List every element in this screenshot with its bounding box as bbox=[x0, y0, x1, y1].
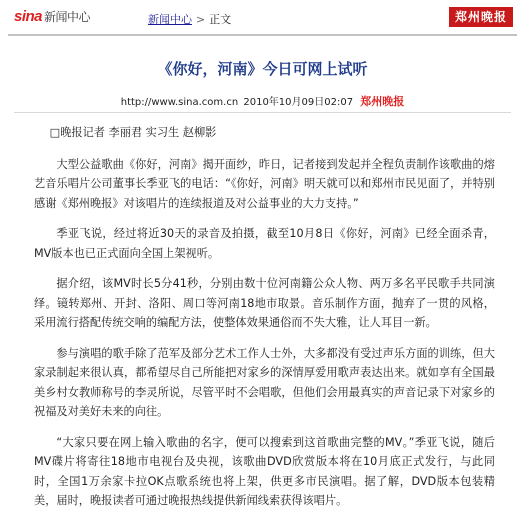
article-paragraph: “大家只要在网上输入歌曲的名字，便可以搜索到这首歌曲完整的MV。”季亚飞说，随后MV碟片将寄往18地市电视台及央视，该歌曲DVD欣赏版本将在10月底正式发行，与此同时，全国1万余家卡拉OK点歌系统也将上架，供更多市民演唱。据了解，DVD版本包装精美，届时，晚报读者可通过晚报热线提供新闻线索获得该唱片。 bbox=[34, 435, 495, 507]
article-url: http://www.sina.com.cn bbox=[120, 97, 239, 108]
reporter-line: □晚报记者 李丽君 实习生 赵柳影 bbox=[49, 126, 217, 139]
zhengzhou-evening-news-logo[interactable]: 郑州晚报 bbox=[449, 7, 513, 27]
article-paragraph: 大型公益歌曲《你好，河南》揭开面纱，昨日，记者接到发起并全程负责制作该歌曲的熔艺音乐唱片公司董事长季亚飞的电话：“《你好，河南》明天就可以和郑州市民见面了，并特别感谢《郑州晚报》对该唱片的连续报道及对公益事业的大力支持。” bbox=[34, 157, 495, 210]
article-paragraph: 季亚飞说，经过将近30天的录音及拍摄，截至10月8日《你好，河南》已经全面杀青，MV版本也已正式面向全国上架视听。 bbox=[34, 227, 495, 260]
breadcrumb-home-link[interactable]: 新闻中心 bbox=[148, 13, 192, 26]
article-meta bbox=[14, 93, 511, 113]
article-source-link[interactable]: 郑州晚报 bbox=[360, 95, 405, 108]
article-date: 2010年10月09日02:07 bbox=[243, 97, 354, 108]
header-bar bbox=[8, 0, 517, 36]
breadcrumb-separator: > bbox=[196, 13, 206, 26]
article-body bbox=[34, 123, 495, 511]
breadcrumb bbox=[148, 11, 231, 27]
logo-main: sina bbox=[14, 8, 43, 25]
article-title: 《你好，河南》今日可网上试听 bbox=[157, 60, 368, 78]
breadcrumb-current: 正文 bbox=[209, 13, 232, 26]
sina-logo[interactable] bbox=[14, 8, 90, 25]
article-paragraph: 据介绍，该MV时长5分41秒，分别由数十位河南籍公众人物、两万多名平民歌手共同演绎。镜转郑州、开封、洛阳、周口等河南18地市取景。音乐制作方面，抛弃了一贯的风格，采用流行搭配传统交响的编配方法，使整体效果通俗而不失大雅，让人耳目一新。 bbox=[34, 277, 495, 329]
logo-sub: 新闻中心 bbox=[44, 10, 91, 24]
article-paragraph: 参与演唱的歌手除了范军及部分艺术工作人士外，大多都没有受过声乐方面的训练，但大家录制起来很认真，都希望尽自己所能把对家乡的深情厚爱用歌声表达出来。就如享有全国最美乡村女教师称号的李灵所说，尽管平时不会唱歌，但他们会用最真实的声音记录下对家乡的祝福及对美好未来的向往。 bbox=[34, 346, 495, 418]
